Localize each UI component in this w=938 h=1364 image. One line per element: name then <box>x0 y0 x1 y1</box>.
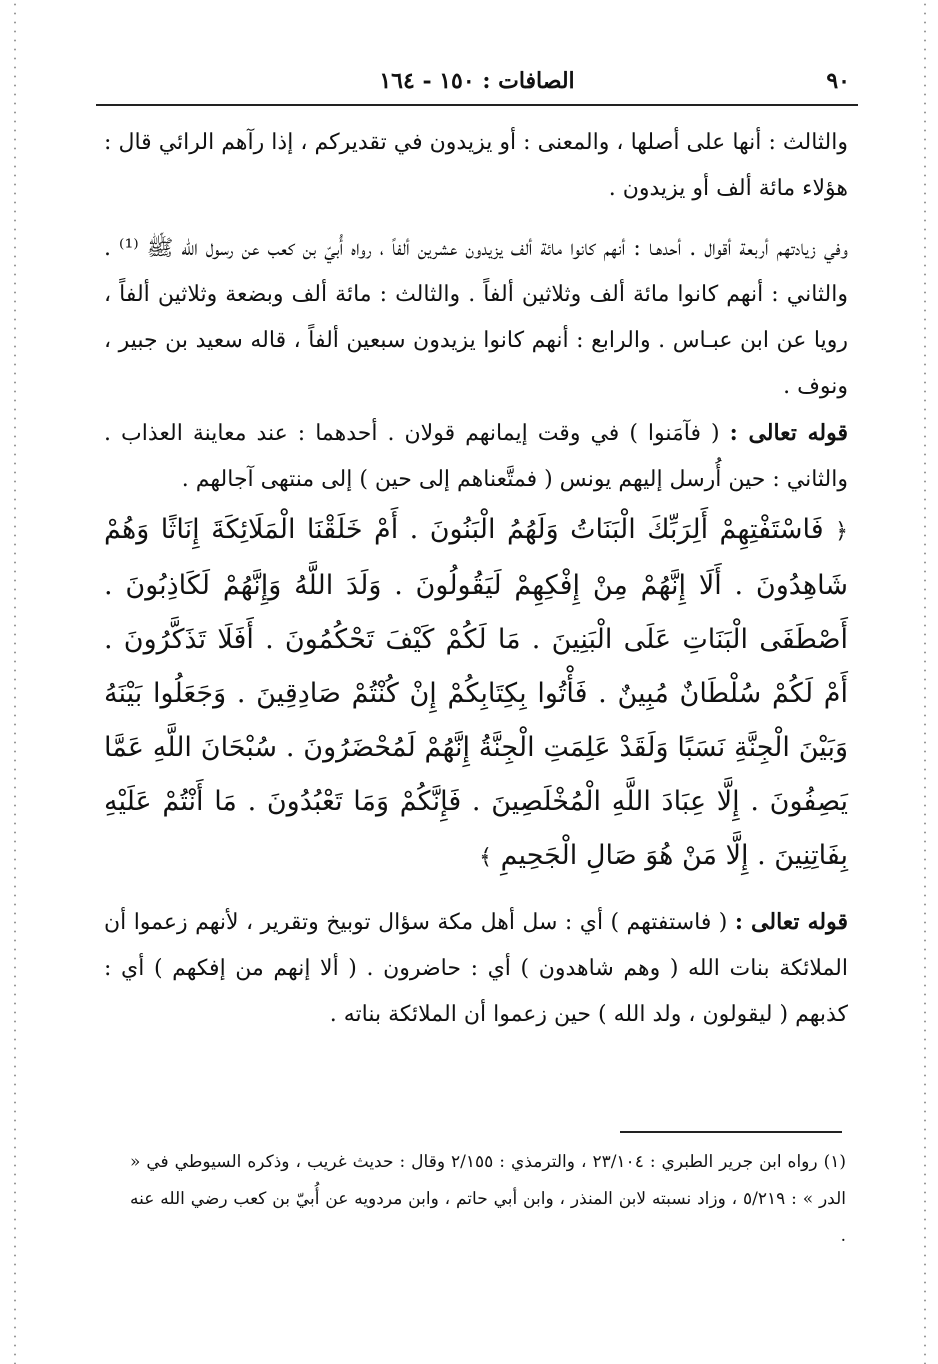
paragraph-3-text: ( فآمَنوا ) في وقت إيمانهم قولان . أحدهما : عند معاينة العذاب . والثاني : حين أُرسل إليهم يونس ( فمتَّعناهم إلى حين ) إلى منتهى آجالهم . <box>104 421 848 492</box>
paragraph-2: وفي زيادتهم أربعة أقوال . أحدهـا : أنهم كانوا مائة ألف يزيدون عشرين ألفاً ، رواه أُبيّ بن كعب عن رسول الله ﷺ ⁽¹⁾ . والثاني : أنهم كانوا مائة ألف وثلاثين ألفاً . والثالث : مائة ألف وبضعة وثلاثين ألفاً ، رويا عن ابن عبـاس . والرابع : أنهم كانوا يزيدون سبعين ألفاً ، قاله سعيد بن جبير ، ونوف . <box>104 236 848 399</box>
left-page-edge <box>14 0 16 1364</box>
running-title: الصافات : ١٥٠ - ١٦٤ <box>379 68 575 94</box>
paragraph-4 <box>104 899 848 1038</box>
footnotes <box>130 1144 846 1255</box>
page-number: ٩٠ <box>826 68 850 94</box>
paragraph-3-lead: قوله تعالى : <box>729 420 848 446</box>
quran-text: فَاسْتَفْتِهِمْ أَلِرَبِّكَ الْبَنَاتُ وَلَهُمُ الْبَنُونَ . أَمْ خَلَقْنَا الْمَلَائِكَةَ إِنَاثًا وَهُمْ شَاهِدُونَ . أَلَا إِنَّهُمْ مِنْ إِفْكِهِمْ لَيَقُولُونَ . وَلَدَ اللَّهُ وَإِنَّهُمْ لَكَاذِبُونَ . أَصْطَفَى الْبَنَاتِ عَلَى الْبَنِينَ . مَا لَكُمْ كَيْفَ تَحْكُمُونَ . أَفَلَا تَذَكَّرُونَ . أَمْ لَكُمْ سُلْطَانٌ مُبِينٌ . فَأْتُوا بِكِتَابِكُمْ إِنْ كُنْتُمْ صَادِقِينَ . وَجَعَلُوا بَيْنَهُ وَبَيْنَ الْجِنَّةِ نَسَبًا وَلَقَدْ عَلِمَتِ الْجِنَّةُ إِنَّهُمْ لَمُحْضَرُونَ . سُبْحَانَ اللَّهِ عَمَّا يَصِفُونَ . إِلَّا عِبَادَ اللَّهِ الْمُخْلَصِينَ . فَإِنَّكُمْ وَمَا تَعْبُدُونَ . مَا أَنْتُمْ عَلَيْهِ بِفَاتِنِينَ . إِلَّا مَنْ هُوَ صَالِ الْجَحِيمِ <box>104 514 848 871</box>
paragraph-4-text: ( فاستفتهم ) أي : سل أهل مكة سؤال توبيخ وتقرير ، لأنهم زعموا أن الملائكة بنات الله ( وهم شاهدون ) أي : حاضرون . ( ألا إنهم من إفكهم ) أي : كذبهم ( ليقولون ، ولد الله ) حين زعموا أن الملائكة بناته . <box>104 910 848 1027</box>
page-header <box>96 56 858 106</box>
right-page-edge <box>924 0 926 1364</box>
paragraph-3 <box>104 410 848 503</box>
paragraph-1: والثالث : أنها على أصلها ، والمعنى : أو يزيدون في تقديركم ، إذا رآهم الرائي قال : هؤلاء مائة ألف أو يزيدون . <box>104 130 848 201</box>
footnote-1: (١) رواه ابن جرير الطبري : ٢٣/١٠٤ ، والترمذي : ٢/١٥٥ وقال : حديث غريب ، وذكره السيوطي في « الدر » : ٥/٢١٩ ، وزاد نسبته لابن المنذر ، وابن أبي حاتم ، وابن مردويه عن أُبيّ بن كعب رضي الله عنه . <box>130 1152 846 1246</box>
main-text <box>104 120 848 1038</box>
quran-verses <box>104 503 848 885</box>
paragraph-4-lead: قوله تعالى : <box>734 909 848 935</box>
footnote-separator <box>620 1131 842 1133</box>
ornate-bracket-open: ﴿ <box>835 519 848 544</box>
ornate-bracket-close: ﴾ <box>479 845 492 870</box>
